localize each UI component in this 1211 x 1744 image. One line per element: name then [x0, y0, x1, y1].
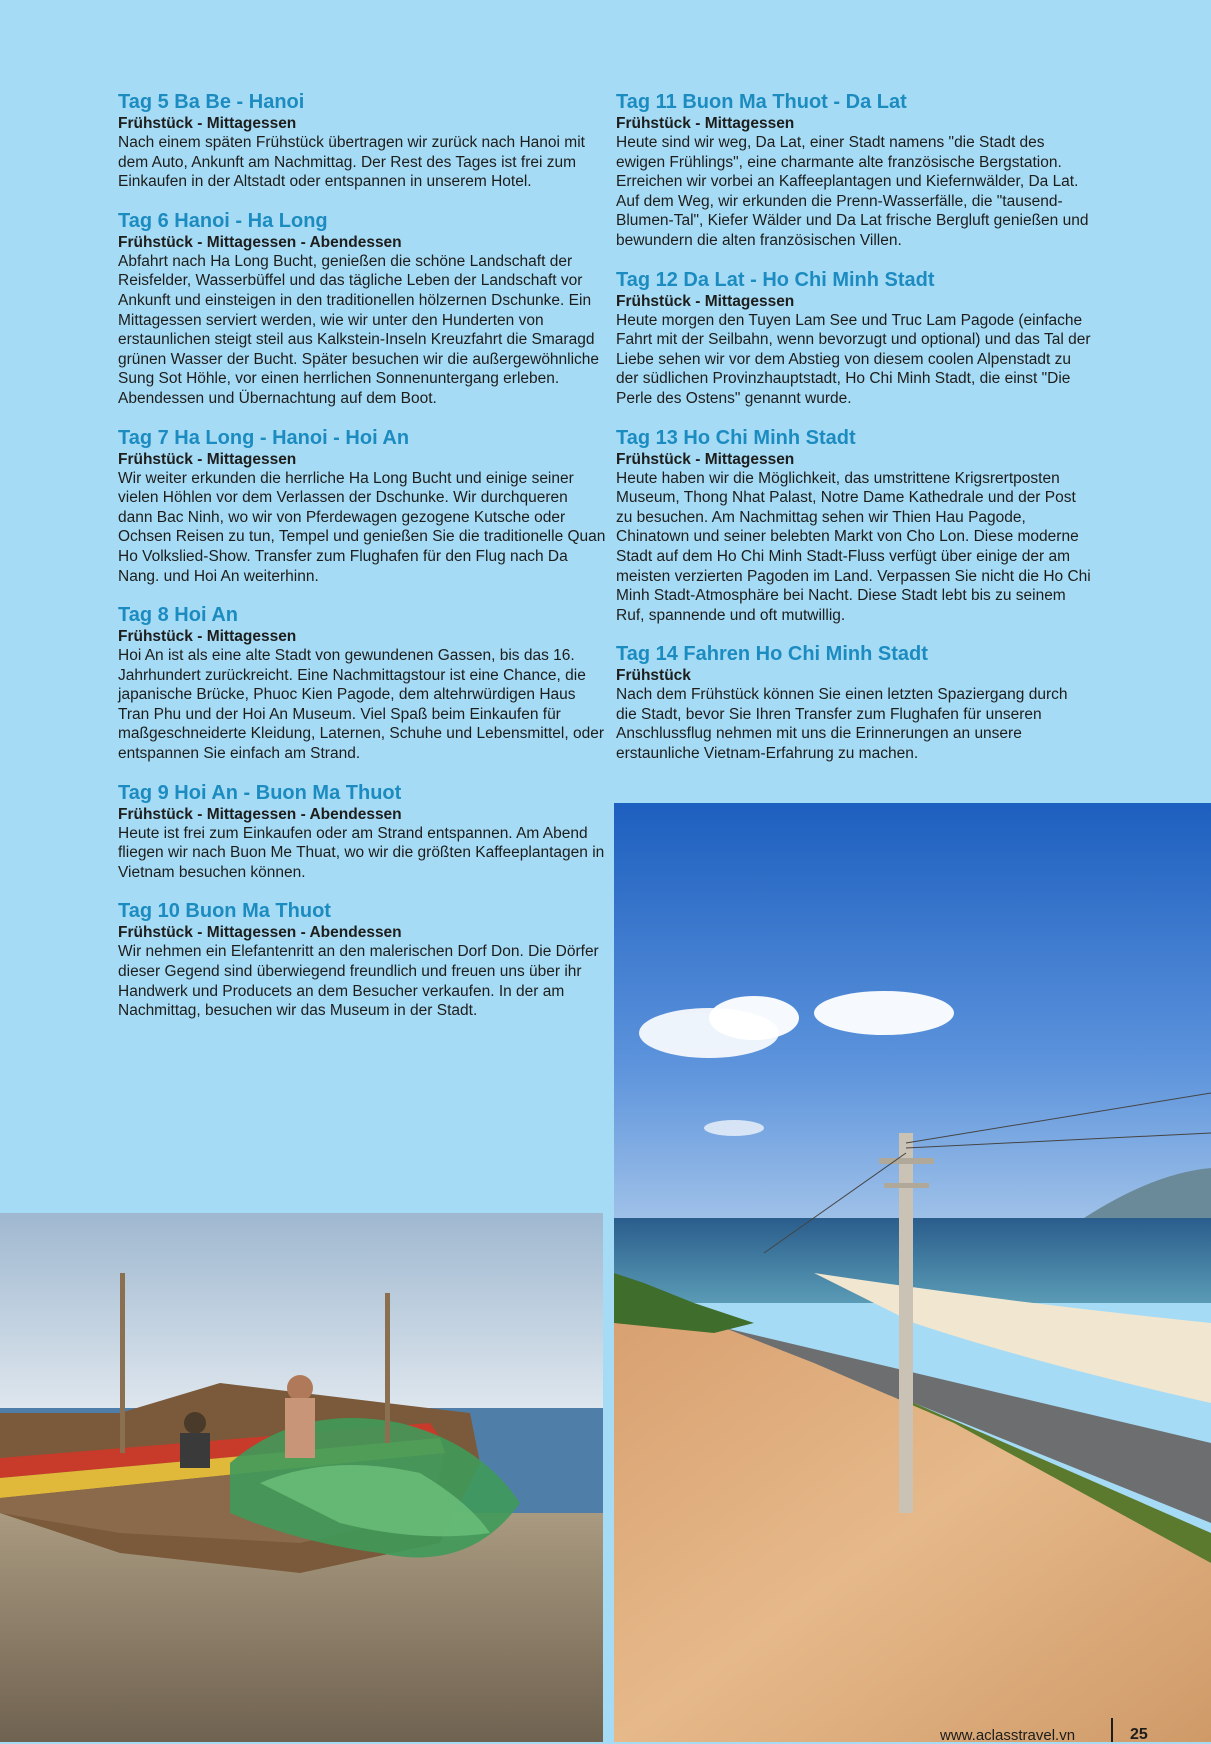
itinerary-column-left: [118, 90, 606, 1038]
day-description: Wir nehmen ein Elefantenritt an den malerischen Dorf Don. Die Dörfer dieser Gegend sind überwiegend freundlich und freuen uns über ihr Handwerk und Producets an dem Besucher verkaufen. In der am Nachmittag, besuchen wir das Museum in der Stadt.: [118, 943, 599, 1020]
day-entry: [118, 90, 606, 192]
day-description: Heute ist frei zum Einkaufen oder am Strand entspannen. Am Abend fliegen wir nach Buon Me Thuat, wo wir die größten Kaffeeplantagen in Vietnam besuchen können.: [118, 824, 605, 881]
day-description: Wir weiter erkunden die herrliche Ha Long Bucht und einige seiner vielen Höhlen vor dem Verlassen der Dschunke. Wir durchqueren dann Bac Ninh, wo wir von Pferdewagen gezogene Kutsche oder Ochsen Reisen zu tun, Tempel und genießen Sie die traditionelle Quan Ho Volkslied-Show. Transfer zum Flughafen für den Flug nach Da Nang. und Hoi An weiterhinn.: [118, 469, 606, 585]
day-meals: Frühstück - Mittagessen: [118, 450, 297, 468]
day-title: Tag 14 Fahren Ho Chi Minh Stadt: [616, 643, 928, 666]
day-entry: [118, 781, 606, 883]
day-title: Tag 12 Da Lat - Ho Chi Minh Stadt: [616, 268, 935, 291]
day-title: Tag 13 Ho Chi Minh Stadt: [616, 426, 856, 449]
day-meals: Frühstück - Mittagessen: [616, 450, 795, 468]
footer-divider: [1111, 1718, 1113, 1742]
fishing-boat-photo: [0, 1213, 603, 1742]
day-title: Tag 7 Ha Long - Hanoi - Hoi An: [118, 426, 410, 449]
page-number: 25: [1130, 1726, 1148, 1743]
day-meals: Frühstück - Mittagessen - Abendessen: [118, 805, 402, 823]
day-meals: Frühstück - Mittagessen - Abendessen: [118, 233, 402, 251]
day-title: Tag 9 Hoi An - Buon Ma Thuot: [118, 781, 402, 804]
day-title: Tag 11 Buon Ma Thuot - Da Lat: [616, 91, 907, 113]
day-entry: [616, 642, 1092, 763]
day-description: Hoi An ist als eine alte Stadt von gewundenen Gassen, bis das 16. Jahrhundert zurückreicht. Eine Nachmittagstour ist eine Chance, die japanische Brücke, Phuoc Kien Pagode, dem altehrwürdigen Haus Tran Phu und der Hoi An Museum. Viel Spaß beim Einkaufen für maßgeschneiderte Kleidung, Laternen, Schuhe und Lebensmittel, oder entspannen Sie einfach am Strand.: [118, 647, 604, 763]
day-entry: [118, 603, 606, 764]
day-entry: [118, 209, 606, 409]
day-description: Heute morgen den Tuyen Lam See und Truc Lam Pagode (einfache Fahrt mit der Seilbahn, wenn bevorzugt und optional) und das Tal der Liebe sehen wir vor dem Abstieg von diesem coolen Alpenstadt zu der südlichen Provinzhauptstadt, Ho Chi Minh Stadt, die einst "Die Perle des Ostens" genannt wurde.: [616, 311, 1091, 407]
day-meals: Frühstück - Mittagessen: [118, 628, 297, 646]
day-title: Tag 5 Ba Be - Hanoi: [118, 91, 305, 113]
day-entry: [616, 426, 1092, 626]
day-entry: [616, 268, 1092, 409]
itinerary-column-right: [616, 90, 1092, 781]
day-entry: [616, 90, 1092, 251]
day-title: Tag 6 Hanoi - Ha Long: [118, 209, 328, 232]
day-entry: [118, 899, 606, 1020]
day-meals: Frühstück - Mittagessen: [616, 115, 795, 132]
day-title: Tag 8 Hoi An: [118, 604, 238, 627]
day-description: Heute sind wir weg, Da Lat, einer Stadt namens "die Stadt des ewigen Frühlings", eine charmante alte französische Bergstation. Erreichen wir vorbei an Kaffeeplantagen und Kiefernwälder, Da Lat. Auf dem Weg, wir erkunden die Prenn-Wasserfälle, die "tausend-Blumen-Tal", Kiefer Wälder und Da Lat frische Bergluft genießen und bewundern die alten französischen Villen.: [616, 134, 1089, 249]
day-title: Tag 10 Buon Ma Thuot: [118, 900, 331, 923]
footer-website: www.aclasstravel.vn: [940, 1727, 1076, 1744]
day-entry: [118, 426, 606, 587]
day-meals: Frühstück: [616, 667, 691, 685]
day-meals: Frühstück - Mittagessen: [616, 292, 795, 310]
day-description: Nach einem späten Frühstück übertragen wir zurück nach Hanoi mit dem Auto, Ankunft am Nachmittag. Der Rest des Tages ist frei zum Einkaufen in der Altstadt oder entspannen in unserem Hotel.: [118, 134, 585, 191]
day-meals: Frühstück - Mittagessen: [118, 115, 297, 132]
day-meals: Frühstück - Mittagessen - Abendessen: [118, 924, 402, 942]
day-description: Heute haben wir die Möglichkeit, das umstrittene Krigsrertposten Museum, Thong Nhat Palast, Notre Dame Kathedrale und der Post zu besuchen. Am Nachmittag sehen wir Thien Hau Pagode, Chinatown und seiner belebten Markt von Cho Lon. Diese moderne Stadt auf dem Ho Chi Minh Stadt-Fluss verfügt über einige der am meisten verzierten Pagoden im Land. Verpassen Sie nicht die Ho Chi Minh Stadt-Atmosphäre bei Nacht. Diese Stadt lebt bis zu seinem Ruf, spannende und oft mutwillig.: [616, 469, 1091, 624]
day-description: Abfahrt nach Ha Long Bucht, genießen die schöne Landschaft der Reisfelder, Wasserbüffel und das tägliche Leben der Landschaft vor Ankunft und einsteigen in den traditionellen hölzernen Dschunke. Ein Mittagessen serviert werden, wie wir unter den Hunderten von erstaunlichen steigt steil aus Kalkstein-Inseln Kreuzfahrt die Smaragd grünen Wasser der Bucht. Später besuchen wir die außergewöhnliche Sung Sot Höhle, vor einen herrlichen Sonnenuntergang erleben. Abendessen und Übernachtung auf dem Boot.: [118, 252, 600, 407]
day-description: Nach dem Frühstück können Sie einen letzten Spaziergang durch die Stadt, bevor Sie Ihren Transfer zum Flughafen für unseren Anschlussflug nehmen mit uns die Erinnerungen an unsere erstaunliche Vietnam-Erfahrung zu machen.: [616, 686, 1068, 763]
coastal-road-photo: [614, 803, 1211, 1742]
